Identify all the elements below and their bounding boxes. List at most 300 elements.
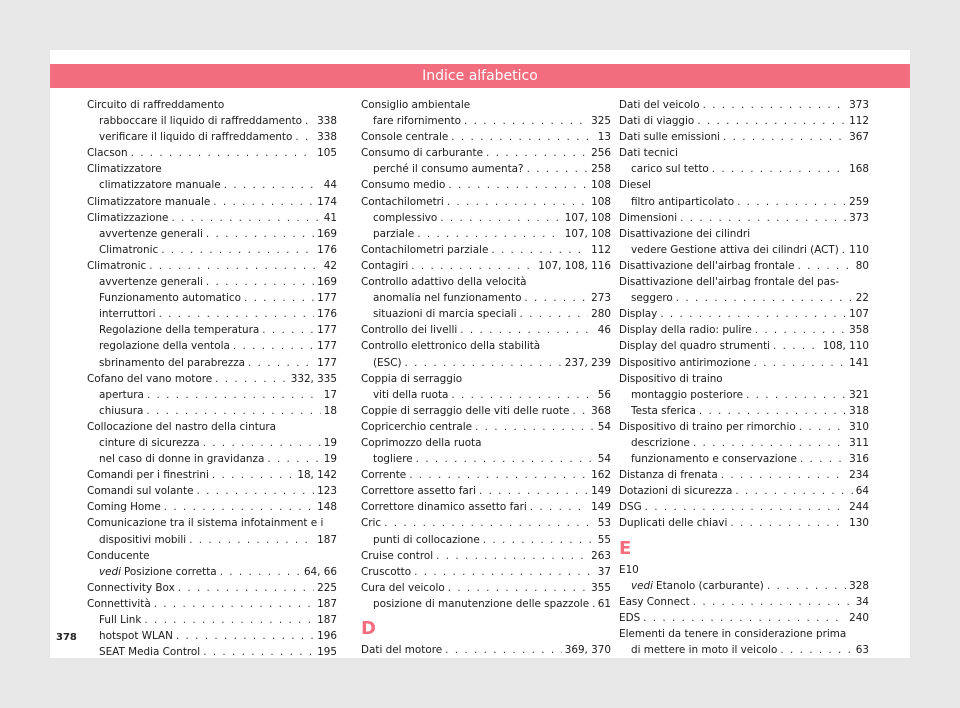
entry-page: 107, 108 <box>564 211 611 224</box>
entry-page: 110 <box>849 243 869 256</box>
index-subentry <box>361 226 611 242</box>
dot-leader <box>693 435 846 451</box>
dot-leader <box>475 419 595 435</box>
entry-text: parziale <box>373 227 415 240</box>
dot-leader <box>416 451 595 467</box>
entry-page: 108 <box>591 195 611 208</box>
entry-text: Distanza di frenata <box>619 469 718 482</box>
index-entry <box>619 610 869 626</box>
page-header: Indice alfabetico <box>50 64 910 88</box>
dot-leader <box>436 548 588 564</box>
dot-leader <box>697 113 846 129</box>
entry-text: rabboccare il liquido di raffreddamento <box>99 115 303 128</box>
index-entry <box>87 145 337 161</box>
entry-text: viti della ruota <box>373 388 449 401</box>
entry-text: cinture di sicurezza <box>99 436 200 449</box>
index-entry <box>619 355 869 371</box>
dot-leader <box>213 194 314 210</box>
dot-leader <box>483 532 595 548</box>
dot-leader <box>409 467 588 483</box>
index-subentry <box>87 612 337 628</box>
entry-text: Contachilometri parziale <box>361 243 489 256</box>
entry-text: situazioni di marcia speciali <box>373 308 517 321</box>
entry-page: 258 <box>591 163 611 176</box>
entry-text: Full Link <box>99 614 142 626</box>
index-heading: Disattivazione dell'airbag frontale del pas- <box>619 276 840 289</box>
index-heading: Disattivazione dei cilindri <box>619 227 751 240</box>
entry-page: 168 <box>849 163 869 176</box>
dot-leader <box>131 145 315 161</box>
entry-page: 355 <box>591 581 611 594</box>
dot-leader <box>196 483 314 499</box>
index-subentry <box>87 242 337 258</box>
dot-leader <box>262 322 314 338</box>
entry-text: Funzionamento automatico <box>99 292 241 305</box>
index-subentry <box>87 322 337 338</box>
index-heading: Dispositivo di traino <box>619 372 723 385</box>
entry-page: 358 <box>849 324 869 337</box>
entry-text: Console centrale <box>361 131 449 144</box>
entry-page: 105 <box>317 147 337 160</box>
index-subentry <box>87 644 337 660</box>
entry-text: Connectivity Box <box>87 581 175 594</box>
index-subentry <box>87 628 337 644</box>
index-column-3 <box>619 97 869 658</box>
index-heading: Diesel <box>619 179 651 192</box>
entry-text: posizione di manutenzione delle spazzole <box>373 597 590 610</box>
entry-page: 176 <box>317 308 337 321</box>
index-entry <box>619 419 869 435</box>
entry-page: 44 <box>323 179 337 192</box>
dot-leader <box>773 338 820 354</box>
entry-text: Dati del veicolo <box>619 99 700 111</box>
entry-page: 234 <box>849 469 869 482</box>
entry-text: Dotazioni di sicurezza <box>619 485 733 498</box>
entry-text: sbrinamento del parabrezza <box>99 356 246 369</box>
index-heading: E10 <box>619 563 639 576</box>
entry-text: Climatizzatore manuale <box>87 195 211 208</box>
entry-page: 177 <box>317 340 337 353</box>
index-entry <box>87 596 337 612</box>
index-entry <box>87 258 337 274</box>
entry-text: Correttore dinamico assetto fari <box>361 501 527 514</box>
index-entry <box>619 97 869 113</box>
entry-text: Display <box>619 308 658 321</box>
index-subentry <box>361 355 611 371</box>
dot-leader <box>524 290 588 306</box>
entry-text: Dimensioni <box>619 211 678 224</box>
entry-text: dispositivi mobili <box>99 533 187 546</box>
dot-leader <box>147 387 321 403</box>
entry-page: 273 <box>591 292 611 305</box>
index-heading: Coppia di serraggio <box>361 372 463 385</box>
index-entry <box>87 580 337 596</box>
entry-text: chiusura <box>99 404 144 417</box>
entry-text: togliere <box>373 453 413 466</box>
dot-leader <box>448 580 588 596</box>
index-entry <box>361 258 611 274</box>
dot-leader <box>572 403 588 419</box>
index-heading: Coprimozzo della ruota <box>361 436 482 449</box>
dot-leader <box>440 210 561 226</box>
entry-page: 56 <box>597 388 611 401</box>
index-subentry <box>619 403 869 419</box>
dot-leader <box>520 306 589 322</box>
index-entry <box>87 483 337 499</box>
entry-text: carico sul tetto <box>631 163 709 176</box>
entry-page: 123 <box>317 485 337 498</box>
dot-leader <box>645 499 847 515</box>
entry-text: Display della radio: pulire <box>619 324 752 337</box>
entry-text: verificare il liquido di raffreddamento <box>99 131 293 144</box>
entry-page: 18 <box>323 404 337 417</box>
entry-page: 63 <box>855 644 869 656</box>
entry-page: 174 <box>317 195 337 208</box>
dot-leader <box>447 194 588 210</box>
entry-page: 130 <box>849 517 869 530</box>
entry-text: interruttori <box>99 308 156 321</box>
entry-page: 46 <box>597 324 611 337</box>
index-heading: Conducente <box>87 549 150 562</box>
index-subentry <box>87 129 337 145</box>
dot-leader <box>780 642 852 658</box>
dot-leader <box>680 210 846 226</box>
dot-leader <box>746 387 846 403</box>
index-entry <box>619 258 869 274</box>
index-subentry <box>361 387 611 403</box>
dot-leader <box>693 594 853 610</box>
entry-page: 112 <box>849 115 869 128</box>
dot-leader <box>592 596 595 612</box>
entry-page: 332, 335 <box>290 372 337 385</box>
entry-text: Comandi sul volante <box>87 485 194 498</box>
index-subentry <box>361 113 611 129</box>
dot-leader <box>737 194 846 210</box>
entry-text: nel caso di donne in gravidanza <box>99 453 265 466</box>
entry-page: 149 <box>591 501 611 514</box>
index-subentry <box>361 306 611 322</box>
entry-text: Cruise control <box>361 549 434 562</box>
dot-leader <box>233 338 314 354</box>
index-subentry <box>87 290 337 306</box>
dot-leader <box>224 177 321 193</box>
dot-leader <box>171 210 320 226</box>
section-letter: D <box>361 618 376 639</box>
entry-text: Dispositivo antirimozione <box>619 356 751 369</box>
index-entry <box>361 515 611 531</box>
entry-page: 54 <box>597 453 611 466</box>
index-entry <box>361 419 611 435</box>
entry-page: 34 <box>855 595 869 608</box>
entry-text: Regolazione della temperatura <box>99 324 260 337</box>
page-number: 378 <box>56 632 77 643</box>
entry-text: funzionamento e conservazione <box>631 453 797 466</box>
entry-text: Correttore assetto fari <box>361 485 476 498</box>
entry-text: Cofano del vano motore <box>87 372 213 385</box>
entry-page: 22 <box>855 292 869 305</box>
index-subentry <box>87 451 337 467</box>
dot-leader <box>730 515 846 531</box>
entry-text: SEAT Media Control <box>99 646 201 659</box>
index-entry <box>619 113 869 129</box>
dot-leader <box>189 532 314 548</box>
entry-text: (ESC) <box>373 356 402 369</box>
index-column-1 <box>87 97 337 660</box>
dot-leader <box>159 306 315 322</box>
entry-text: Duplicati delle chiavi <box>619 517 728 530</box>
index-heading: Collocazione del nastro della cintura <box>87 420 277 433</box>
entry-text: perché il consumo aumenta? <box>373 163 524 176</box>
entry-text: Climatronic <box>87 259 147 272</box>
entry-page: 107, 108, 116 <box>538 259 611 272</box>
dot-leader <box>699 403 846 419</box>
entry-text: Connettività <box>87 597 151 610</box>
entry-page: 195 <box>317 646 337 659</box>
index-heading: Controllo adattivo della velocità <box>361 276 527 289</box>
entry-page: 169 <box>317 276 337 289</box>
entry-text: Comandi per i finestrini <box>87 469 209 482</box>
dot-leader <box>530 499 588 515</box>
entry-page: 187 <box>317 614 337 626</box>
dot-leader <box>660 306 846 322</box>
index-subentry <box>87 306 337 322</box>
dot-leader <box>798 258 853 274</box>
entry-page: 64, 66 <box>303 565 337 578</box>
index-entry <box>361 483 611 499</box>
entry-text: Dati di viaggio <box>619 115 695 128</box>
index-entry <box>619 210 869 226</box>
dot-leader <box>206 274 314 290</box>
entry-page: 225 <box>317 581 337 594</box>
index-subentry <box>619 642 869 658</box>
index-heading: Comunicazione tra il sistema infotainment e i <box>87 517 324 530</box>
index-heading: Dati tecnici <box>619 147 678 160</box>
entry-text: Cric <box>361 517 382 530</box>
index-subentry <box>87 226 337 242</box>
entry-text: descrizione <box>631 436 690 449</box>
entry-page: 64 <box>855 485 869 498</box>
dot-leader <box>146 403 320 419</box>
dot-leader <box>149 258 321 274</box>
entry-page: 107 <box>849 308 869 321</box>
entry-page: 338 <box>317 115 337 128</box>
dot-leader <box>267 451 320 467</box>
entry-text: Cura del veicolo <box>361 581 445 594</box>
dot-leader <box>723 129 846 145</box>
index-heading: Climatizzatore <box>87 163 162 176</box>
dot-leader <box>767 578 846 594</box>
index-subentry <box>87 338 337 354</box>
dot-leader <box>411 258 535 274</box>
index-subentry <box>87 274 337 290</box>
index-entry <box>361 242 611 258</box>
entry-page: 240 <box>849 611 869 624</box>
dot-leader <box>212 467 294 483</box>
index-entry <box>619 515 869 531</box>
index-heading: Circuito di raffreddamento <box>87 99 225 111</box>
entry-text: Etanolo (carburante) <box>656 579 764 592</box>
dot-leader <box>448 177 588 193</box>
dot-leader <box>676 290 853 306</box>
entry-page: 18, 142 <box>297 469 337 482</box>
entry-text: montaggio posteriore <box>631 388 744 401</box>
index-entry <box>619 322 869 338</box>
entry-text: Easy Connect <box>619 595 690 608</box>
entry-page: 321 <box>849 388 869 401</box>
dot-leader <box>154 596 314 612</box>
entry-text: Testa sferica <box>631 404 696 417</box>
entry-page: 237, 239 <box>564 356 611 369</box>
index-heading: Controllo elettronico della stabilità <box>361 340 541 353</box>
index-entry <box>619 306 869 322</box>
dot-leader <box>842 242 846 258</box>
entry-page: 367 <box>849 131 869 144</box>
index-column-2 <box>361 97 611 658</box>
entry-page: 162 <box>591 469 611 482</box>
dot-leader <box>248 355 314 371</box>
entry-page: 244 <box>849 501 869 514</box>
index-subentry <box>361 451 611 467</box>
index-entry <box>619 129 869 145</box>
entry-text: Coppie di serraggio delle viti delle ruote <box>361 404 570 417</box>
dot-leader <box>464 113 588 129</box>
index-subentry <box>619 290 869 306</box>
entry-page: 42 <box>323 259 337 272</box>
index-subentry <box>619 451 869 467</box>
entry-page: 54 <box>597 420 611 433</box>
entry-text: complessivo <box>373 211 438 224</box>
entry-page: 311 <box>849 436 869 449</box>
entry-page: 263 <box>591 549 611 562</box>
index-subentry <box>619 194 869 210</box>
entry-text: avvertenze generali <box>99 227 203 240</box>
entry-page: 177 <box>317 292 337 305</box>
dot-leader <box>451 387 594 403</box>
index-entry <box>87 194 337 210</box>
index-entry <box>87 210 337 226</box>
dot-leader <box>161 242 314 258</box>
entry-page: 256 <box>591 147 611 160</box>
entry-text: Dispositivo di traino per rimorchio <box>619 420 796 433</box>
index-entry <box>361 145 611 161</box>
index-entry <box>619 499 869 515</box>
entry-page: 80 <box>855 259 869 272</box>
entry-text: seggero <box>631 292 673 305</box>
entry-page: 369, 370 <box>564 644 611 656</box>
index-subentry <box>619 242 869 258</box>
entry-page: 149 <box>591 485 611 498</box>
index-entry <box>619 594 869 610</box>
entry-text: Consumo di carburante <box>361 147 483 160</box>
dot-leader <box>295 129 314 145</box>
index-subentry <box>87 113 337 129</box>
see-reference-label: vedi <box>631 579 654 592</box>
entry-text: Clacson <box>87 147 128 160</box>
entry-text: climatizzatore manuale <box>99 179 221 192</box>
entry-text: Climatizzazione <box>87 211 169 224</box>
index-subentry <box>87 177 337 193</box>
index-subentry <box>619 435 869 451</box>
entry-text: Disattivazione dell'airbag frontale <box>619 259 795 272</box>
entry-text: Copricerchio centrale <box>361 420 473 433</box>
index-subentry <box>619 387 869 403</box>
entry-text: DSG <box>619 501 642 514</box>
entry-page: 169 <box>317 227 337 240</box>
entry-page: 280 <box>591 308 611 321</box>
index-entry <box>619 467 869 483</box>
dot-leader <box>220 564 301 580</box>
index-entry <box>87 499 337 515</box>
entry-page: 176 <box>317 243 337 256</box>
index-subentry <box>87 564 337 580</box>
entry-page: 368 <box>591 404 611 417</box>
index-heading: Consiglio ambientale <box>361 99 471 111</box>
entry-page: 373 <box>849 99 869 111</box>
entry-text: Consumo medio <box>361 179 446 192</box>
dot-leader <box>527 161 589 177</box>
see-reference-label: vedi <box>99 565 122 578</box>
entry-text: Dati sulle emissioni <box>619 131 721 144</box>
index-entry <box>361 403 611 419</box>
dot-leader <box>144 612 314 628</box>
entry-page: 148 <box>317 501 337 514</box>
dot-leader <box>479 483 588 499</box>
entry-page: 55 <box>597 533 611 546</box>
index-entry <box>361 194 611 210</box>
dot-leader <box>176 628 314 644</box>
dot-leader <box>643 610 846 626</box>
dot-leader <box>460 322 595 338</box>
dot-leader <box>735 483 852 499</box>
entry-text: apertura <box>99 388 144 401</box>
index-subentry <box>361 210 611 226</box>
dot-leader <box>491 242 588 258</box>
entry-text: Posizione corretta <box>124 565 217 578</box>
dot-leader <box>305 113 314 129</box>
entry-page: 112 <box>591 243 611 256</box>
index-entry <box>361 580 611 596</box>
dot-leader <box>203 644 314 660</box>
index-entry <box>361 564 611 580</box>
entry-text: Dati del motore <box>361 644 443 656</box>
dot-leader <box>451 129 595 145</box>
entry-page: 177 <box>317 324 337 337</box>
entry-page: 17 <box>323 388 337 401</box>
entry-text: punti di collocazione <box>373 533 480 546</box>
index-subentry <box>87 387 337 403</box>
entry-page: 318 <box>849 404 869 417</box>
index-entry <box>87 467 337 483</box>
entry-page: 141 <box>849 356 869 369</box>
dot-leader <box>384 515 595 531</box>
index-subentry <box>619 578 869 594</box>
dot-leader <box>417 226 561 242</box>
entry-page: 13 <box>597 131 611 144</box>
index-subentry <box>361 532 611 548</box>
dot-leader <box>754 355 847 371</box>
entry-page: 107, 108 <box>564 227 611 240</box>
entry-page: 53 <box>597 517 611 530</box>
index-subentry <box>619 161 869 177</box>
entry-page: 37 <box>597 565 611 578</box>
entry-page: 316 <box>849 453 869 466</box>
index-subentry <box>87 403 337 419</box>
index-subentry <box>361 596 611 612</box>
entry-page: 177 <box>317 356 337 369</box>
dot-leader <box>244 290 314 306</box>
entry-text: anomalia nel funzionamento <box>373 292 522 305</box>
entry-page: 328 <box>849 579 869 592</box>
